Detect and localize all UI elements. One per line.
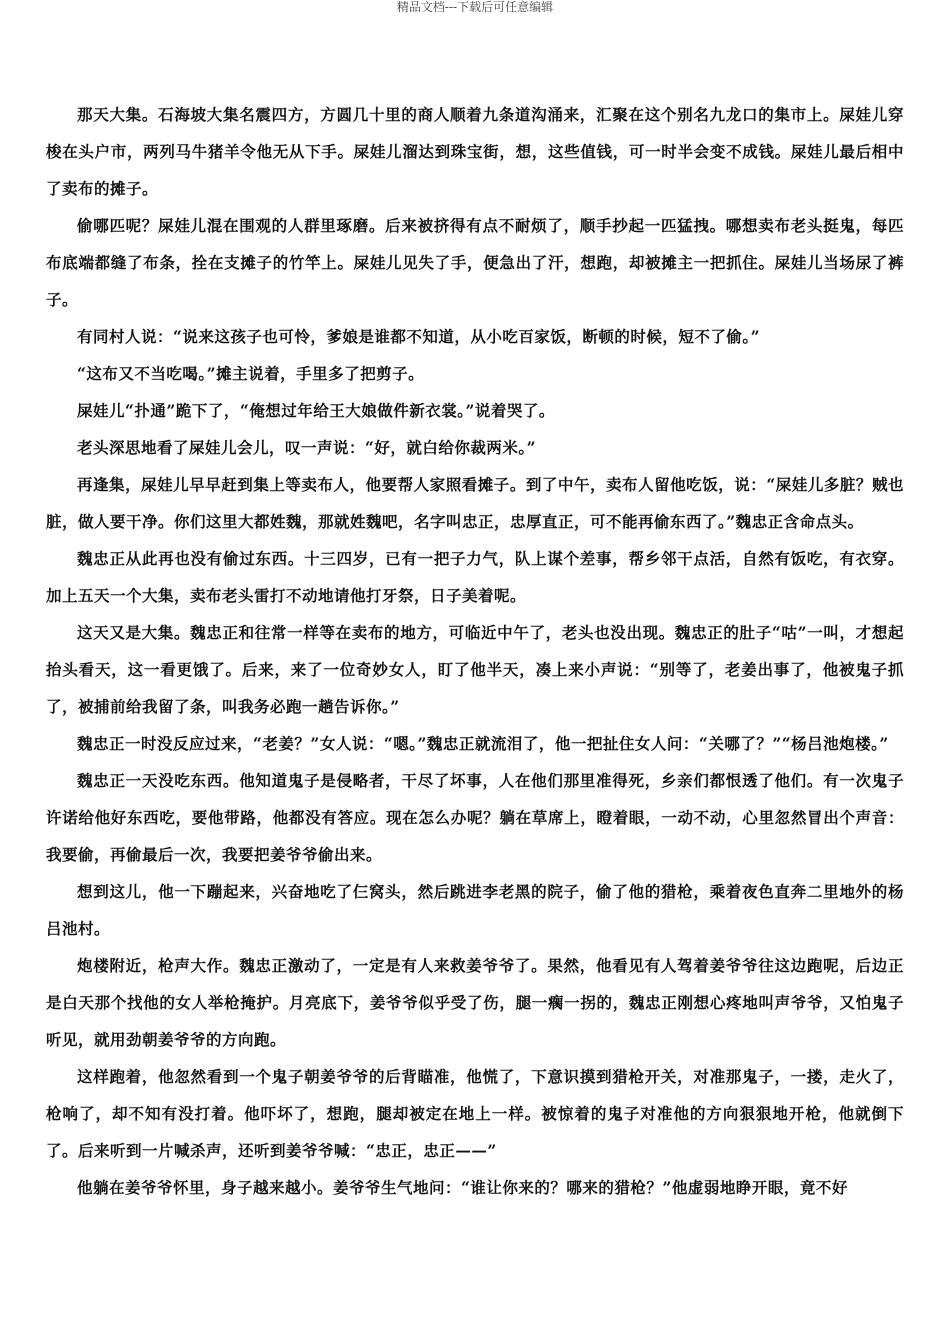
paragraph: 那天大集。石海坡大集名震四方，方圆几十里的商人顺着九条道沟涌来，汇聚在这个别名九龙口的集市上。屎娃儿穿梭在头户市，两列马牛猪羊令他无从下手。屎娃儿溜达到珠宝街，想，这些值钱，可一时半会变不成钱。屎娃儿最后相中了卖布的摊子。 xyxy=(46,105,904,198)
page-header: 精品文档---下载后可任意编辑 xyxy=(396,0,554,14)
paragraph: 老头深思地看了屎娃儿会儿，叹一声说：“好，就白给你裁两米。” xyxy=(77,438,537,457)
paragraph: 这样跑着，他忽然看到一个鬼子朝姜爷爷的后背瞄准，他慌了，下意识摸到猎枪开关，对准那鬼子，一搂，走火了，枪响了，却不知有没打着。他吓坏了，想跑，腿却被定在地上一样。被惊着的鬼子对准他的方向狠狠地开枪，他就倒下了。后来听到一片喊杀声，还听到姜爷爷喊：“忠正，忠正——” xyxy=(46,1067,904,1160)
article-body xyxy=(46,96,904,1206)
paragraph: 炮楼附近，枪声大作。魏忠正激动了，一定是有人来救姜爷爷了。果然，他看见有人驾着姜爷爷往这边跑呢，后边正是白天那个找他的女人举枪掩护。月亮底下，姜爷爷似乎受了伤，腿一瘸一拐的，魏忠正刚想心疼地叫声爷爷，又怕鬼子听见，就用劲朝姜爷爷的方向跑。 xyxy=(46,956,904,1049)
paragraph: 再逢集，屎娃儿早早赶到集上等卖布人，他要帮人家照看摊子。到了中午，卖布人留他吃饭，说：“屎娃儿多脏？贼也脏，做人要干净。你们这里大都姓魏，那就姓魏吧，名字叫忠正，忠厚直正，可不能再偷东西了。”魏忠正含命点头。 xyxy=(46,475,904,531)
paragraph: 偷哪匹呢？屎娃儿混在围观的人群里琢磨。后来被挤得有点不耐烦了，顺手抄起一匹猛拽。哪想卖布老头挺鬼，每匹布底端都缝了布条，拴在支摊子的竹竿上。屎娃儿见失了手，便急出了汗，想跑，却被摊主一把抓住。屎娃儿当场尿了裤子。 xyxy=(46,216,904,309)
paragraph: 魏忠正一时没反应过来，“老姜？”女人说：“嗯。”魏忠正就流泪了，他一把扯住女人问：“关哪了？”“杨吕池炮楼。” xyxy=(77,734,889,753)
paragraph: 魏忠正从此再也没有偷过东西。十三四岁，已有一把子力气，队上谋个差事，帮乡邻干点活，自然有饭吃，有衣穿。加上五天一个大集，卖布老头雷打不动地请他打牙祭，日子美着呢。 xyxy=(46,549,904,605)
paragraph: 魏忠正一天没吃东西。他知道鬼子是侵略者，干尽了坏事，人在他们那里准得死，乡亲们都恨透了他们。有一次鬼子许诺给他好东西吃，要他带路，他都没有答应。现在怎么办呢？躺在草席上，瞪着眼，一动不动，心里忽然冒出个声音：我要偷，再偷最后一次，我要把姜爷爷偷出来。 xyxy=(46,771,904,864)
paragraph: 想到这儿，他一下蹦起来，兴奋地吃了仨窝头，然后跳进李老黑的院子，偷了他的猎枪，乘着夜色直奔二里地外的杨吕池村。 xyxy=(46,882,904,938)
paragraph: 这天又是大集。魏忠正和往常一样等在卖布的地方，可临近中午了，老头也没出现。魏忠正的肚子“咕”一叫，才想起抬头看天，这一看更饿了。后来，来了一位奇妙女人，盯了他半天，凑上来小声说：“别等了，老姜出事了，他被鬼子抓了，被捕前给我留了条，叫我务必跑一趟告诉你。” xyxy=(46,623,904,716)
paragraph: 屎娃儿“扑通”跪下了，“俺想过年给王大娘做件新衣裳。”说着哭了。 xyxy=(77,401,555,420)
paragraph: “这布又不当吃喝。”摊主说着，手里多了把剪子。 xyxy=(77,364,425,383)
paragraph: 有同村人说：“说来这孩子也可怜，爹娘是谁都不知道，从小吃百家饭，断顿的时候，短不了偷。” xyxy=(77,327,761,346)
paragraph: 他躺在姜爷爷怀里，身子越来越小。姜爷爷生气地问：“谁让你来的？哪来的猎枪？”他虚弱地睁开眼，竟不好 xyxy=(77,1178,848,1197)
